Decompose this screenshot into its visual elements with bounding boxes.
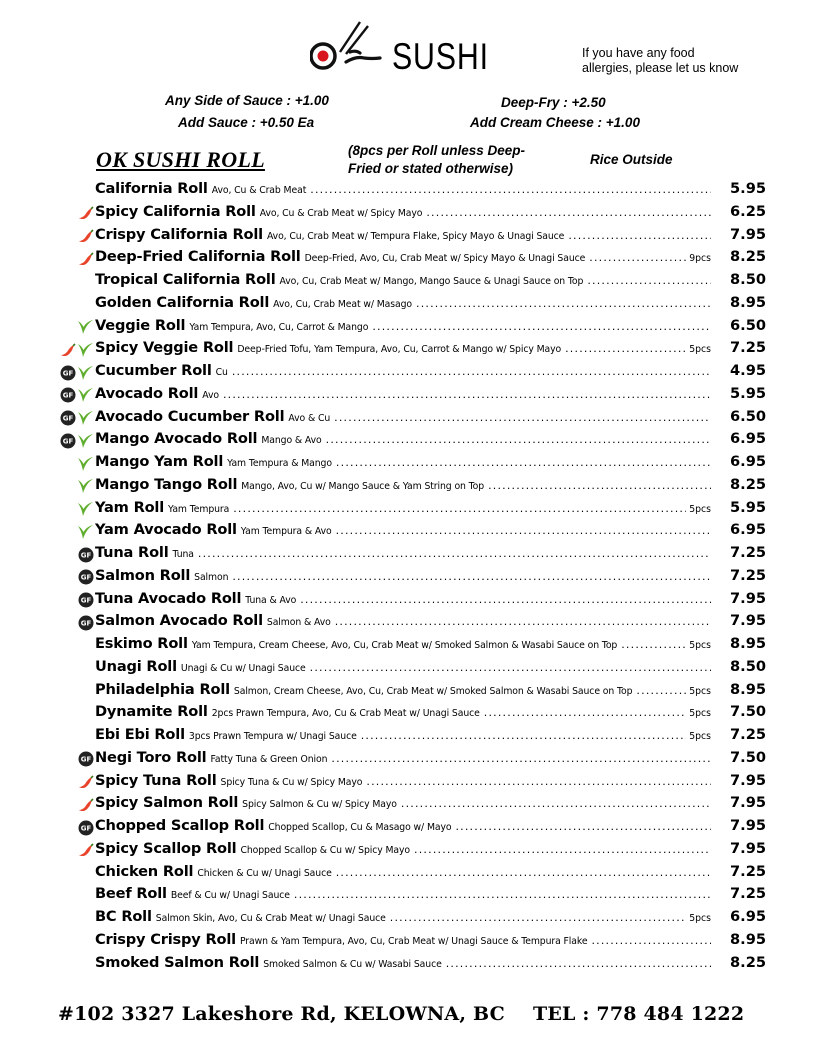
gluten-free-badge-icon [78,547,94,563]
menu-item-text [95,567,711,584]
menu-item-row [0,429,816,452]
menu-item-description: Salmon & Avo [266,617,331,629]
dot-leader [587,274,711,287]
chili-pepper-icon [78,251,94,267]
menu-item-description: Spicy Salmon & Cu w/ Spicy Mayo [242,799,397,811]
vegetarian-leaf-icon [76,386,94,404]
menu-item-row [0,498,816,521]
menu-item-name: Beef Roll [95,885,167,903]
menu-item-name: Chopped Scallop Roll [95,817,265,834]
menu-item-description: Deep-Fried Tofu, Yam Tempura, Avo, Cu, Carrot & Mango w/ Spicy Mayo [237,344,562,356]
dot-leader [233,502,686,515]
menu-item-icons [76,455,94,472]
menu-item-text [95,726,711,743]
menu-item-piece-count: 5pcs [689,708,711,720]
menu-item-description: Fatty Tuna & Green Onion [210,753,328,765]
menu-item-price: 8.25 [730,248,767,266]
menu-item-text [95,248,711,265]
menu-item-icons [78,546,94,563]
svg-text:GF: GF [62,414,74,423]
menu-item-text [95,863,711,880]
chili-pepper-icon [78,774,94,790]
menu-item-description: Spicy Tuna & Cu w/ Spicy Mayo [220,776,363,788]
svg-text:GF: GF [62,369,74,378]
dot-leader [232,365,711,378]
menu-item-price: 7.95 [730,612,767,630]
menu-item-text [95,681,711,698]
menu-item-price: 8.95 [730,635,767,652]
allergy-notice [582,46,782,76]
gluten-free-badge-icon [60,433,76,449]
gluten-free-badge-icon [78,592,94,608]
svg-text:GF: GF [80,596,92,605]
menu-item-row [0,816,816,839]
dot-leader [335,615,711,628]
dot-leader [223,388,711,401]
menu-item-piece-count: 5pcs [689,913,711,924]
dot-leader [331,752,711,765]
menu-item-icons [78,614,94,631]
svg-text:GF: GF [80,551,92,560]
vegetarian-leaf-icon [76,523,94,541]
menu-item-icons [60,341,94,358]
menu-item-description: Chopped Scallop & Cu w/ Spicy Mayo [240,844,411,856]
gluten-free-badge-icon [78,820,94,836]
menu-item-name: Mango Yam Roll [95,453,224,470]
dot-leader [334,411,711,424]
menu-item-name: Avocado Roll [95,384,199,402]
pcs-note-line-1: (8pcs per Roll unless Deep- [348,143,526,158]
deep-fry-note: Deep-Fry : +2.50 [501,95,606,110]
menu-item-price: 7.95 [730,771,767,789]
dot-leader [568,229,711,242]
logo-text: SUSHI [392,36,489,77]
menu-item-piece-count: 9pcs [689,253,711,265]
restaurant-logo [310,20,510,80]
dot-leader [565,342,686,355]
menu-item-description: Tuna & Avo [245,594,297,606]
menu-item-row [0,384,816,407]
menu-item-price: 6.95 [730,521,767,539]
menu-item-name: Ebi Ebi Roll [95,726,185,743]
menu-item-description: Cu [215,367,228,378]
menu-item-text [95,590,711,607]
svg-text:GF: GF [80,755,92,764]
menu-item-name: Dynamite Roll [95,703,208,721]
menu-item-name: Yam Roll [95,498,165,516]
menu-item-icons [78,842,94,859]
menu-item-price: 8.95 [730,930,767,948]
menu-item-text [95,476,711,493]
menu-item-row [0,884,816,907]
menu-item-name: Tuna Avocado Roll [95,589,242,607]
menu-item-description: Avo, Cu & Crab Meat w/ Spicy Mayo [259,207,423,219]
rice-outside-note: Rice Outside [590,152,673,167]
gluten-free-badge-icon [78,569,94,585]
gluten-free-badge-icon [60,387,76,403]
menu-item-description: Yam Tempura, Cream Cheese, Avo, Cu, Crab Meat w/ Smoked Salmon & Wasabi Sauce on Top [191,640,618,651]
menu-item-price: 7.25 [730,566,767,584]
dot-leader [366,775,711,788]
menu-item-piece-count: 5pcs [689,731,711,742]
menu-item-description: 3pcs Prawn Tempura w/ Unagi Sauce [188,731,357,742]
menu-item-description: Avo, Cu & Crab Meat [211,185,307,196]
menu-item-name: Tropical California Roll [95,271,276,288]
dot-leader [361,729,687,742]
menu-item-row [0,611,816,634]
menu-item-text [95,203,711,220]
menu-item-text [95,817,711,834]
dot-leader [488,479,711,492]
dot-leader [484,706,686,719]
menu-item-price: 5.95 [730,384,767,402]
dot-leader [232,570,711,583]
menu-item-icons [76,523,94,540]
menu-item-name: Chicken Roll [95,862,194,880]
menu-item-icons [76,319,94,336]
menu-item-icons [60,432,94,449]
menu-item-icons [60,387,94,404]
menu-item-row [0,247,816,270]
menu-item-price: 6.50 [730,407,767,425]
menu-item-price: 7.25 [730,726,767,743]
menu-item-description: Avo, Cu, Crab Meat w/ Tempura Flake, Spicy Mayo & Unagi Sauce [266,230,565,242]
menu-item-description: Beef & Cu w/ Unagi Sauce [170,890,290,902]
menu-item-text [95,430,711,447]
menu-item-text [95,954,711,971]
menu-list [0,179,816,975]
menu-item-description: Unagi & Cu w/ Unagi Sauce [180,662,306,674]
menu-item-row [0,953,816,976]
dot-leader [455,820,711,833]
menu-item-row [0,407,816,430]
menu-item-row [0,771,816,794]
menu-item-text [95,658,711,675]
menu-item-description: Yam Tempura [168,503,230,515]
dot-leader [589,251,686,264]
allergy-line-1: If you have any food [582,46,695,60]
menu-item-name: Unagi Roll [95,657,177,675]
menu-item-text [95,749,711,766]
menu-item-icons [76,501,94,518]
menu-item-row [0,520,816,543]
menu-item-row [0,543,816,566]
sushi-chopsticks-icon [310,20,390,80]
menu-item-row [0,566,816,589]
dot-leader [336,456,711,469]
menu-item-price: 8.50 [730,271,767,288]
menu-item-price: 8.25 [730,953,767,971]
menu-item-price: 7.95 [730,225,767,243]
menu-item-text [95,362,711,379]
dot-leader [294,888,711,901]
menu-item-text [95,794,711,811]
menu-item-price: 8.50 [730,657,767,675]
menu-item-row [0,202,816,225]
dot-leader [198,547,711,560]
dot-leader [401,797,711,810]
menu-item-text [95,521,711,538]
menu-item-row [0,634,816,657]
menu-item-description: Yam Tempura & Avo [240,526,332,538]
svg-text:GF: GF [80,573,92,582]
menu-item-description: Chicken & Cu w/ Unagi Sauce [197,867,332,879]
menu-item-name: Eskimo Roll [95,635,188,652]
menu-item-description: 2pcs Prawn Tempura, Avo, Cu & Crab Meat w/ Unagi Sauce [211,708,480,720]
menu-item-row [0,702,816,725]
menu-item-row [0,907,816,930]
menu-item-row [0,657,816,680]
menu-item-description: Mango, Avo, Cu w/ Mango Sauce & Yam String on Top [241,480,485,492]
menu-item-icons [78,205,94,222]
menu-item-description: Avo, Cu, Crab Meat w/ Mango, Mango Sauce & Unagi Sauce on Top [279,276,584,287]
dot-leader [446,957,711,970]
menu-item-price: 7.95 [730,794,767,812]
menu-item-row [0,930,816,953]
gluten-free-badge-icon [60,365,76,381]
menu-item-row [0,839,816,862]
menu-item-name: Golden California Roll [95,293,270,311]
vegetarian-leaf-icon [76,477,94,495]
section-title: OK SUSHI ROLL [96,147,265,172]
footer-phone: TEL : 778 484 1222 [533,1003,745,1025]
menu-item-text [95,931,711,948]
menu-item-price: 7.25 [730,885,767,903]
allergy-line-2: allergies, please let us know [582,61,739,75]
menu-item-name: Deep-Fried California Roll [95,248,301,266]
dot-leader [336,866,711,879]
menu-item-row [0,225,816,248]
menu-item-name: Veggie Roll [95,316,186,334]
menu-item-piece-count: 5pcs [689,640,711,651]
menu-item-name: Mango Avocado Roll [95,430,258,448]
menu-item-name: Avocado Cucumber Roll [95,407,285,425]
menu-item-price: 4.95 [730,362,767,379]
menu-item-name: Crispy California Roll [95,225,263,243]
gluten-free-badge-icon [78,751,94,767]
gluten-free-badge-icon [60,410,76,426]
dot-leader [310,183,711,196]
menu-item-description: Yam Tempura, Avo, Cu, Carrot & Mango [189,321,369,333]
menu-item-price: 8.95 [730,293,767,311]
menu-item-text [95,180,711,197]
dot-leader [300,593,711,606]
footer-address: #102 3327 Lakeshore Rd, KELOWNA, BC [58,1003,505,1025]
menu-item-price: 7.25 [730,339,767,357]
menu-item-description: Yam Tempura & Mango [227,458,332,469]
menu-item-text [95,317,711,334]
menu-item-description: Prawn & Yam Tempura, Avo, Cu, Crab Meat w/ Unagi Sauce & Tempura Flake [239,935,588,947]
menu-item-description: Chopped Scallop, Cu & Masago w/ Mayo [268,822,452,833]
menu-item-price: 7.95 [730,817,767,834]
menu-item-price: 5.95 [730,498,767,516]
menu-item-price: 7.50 [730,748,767,766]
menu-item-name: Spicy Tuna Roll [95,771,217,789]
menu-item-row [0,589,816,612]
menu-item-description: Smoked Salmon & Cu w/ Wasabi Sauce [263,958,442,970]
menu-item-icons [78,592,94,609]
menu-item-row [0,862,816,885]
dot-leader [414,843,711,856]
dot-leader [636,684,686,697]
menu-item-name: Spicy Veggie Roll [95,339,234,357]
menu-item-name: Philadelphia Roll [95,680,230,698]
dot-leader [310,661,711,674]
menu-item-name: Smoked Salmon Roll [95,953,260,971]
vegetarian-leaf-icon [76,455,94,473]
menu-item-piece-count: 5pcs [689,344,711,356]
dot-leader [326,433,711,446]
chili-pepper-icon [78,797,94,813]
menu-item-icons [78,796,94,813]
menu-item-text [95,840,711,857]
menu-item-price: 8.95 [730,680,767,698]
menu-item-price: 7.25 [730,862,767,880]
menu-item-price: 6.95 [730,430,767,448]
menu-item-description: Salmon [194,571,229,583]
menu-item-price: 8.25 [730,475,767,493]
menu-item-name: Spicy Scallop Roll [95,839,237,857]
menu-item-price: 7.95 [730,589,767,607]
vegetarian-leaf-icon [76,341,94,359]
menu-item-name: Cucumber Roll [95,362,212,379]
pcs-note-line-2: Fried or stated otherwise) [348,161,514,176]
vegetarian-leaf-icon [76,409,94,427]
menu-item-text [95,703,711,720]
menu-item-name: Negi Toro Roll [95,748,207,766]
dot-leader [621,638,686,651]
menu-item-description: Salmon Skin, Avo, Cu & Crab Meat w/ Unagi Sauce [155,913,386,924]
menu-item-row [0,179,816,202]
menu-item-row [0,452,816,475]
menu-item-price: 7.25 [730,544,767,561]
dot-leader [591,934,711,947]
menu-item-price: 5.95 [730,180,767,197]
dot-leader [390,911,686,924]
svg-text:GF: GF [62,437,74,446]
menu-item-icons [78,250,94,267]
svg-text:GF: GF [62,391,74,400]
add-sauce-note: Add Sauce : +0.50 Ea [178,115,315,130]
menu-item-name: Tuna Roll [95,544,169,561]
menu-item-name: Crispy Crispy Roll [95,930,236,948]
menu-item-text [95,271,711,288]
chili-pepper-icon [78,228,94,244]
menu-item-icons [78,569,94,586]
cream-cheese-note: Add Cream Cheese : +1.00 [470,115,640,130]
menu-item-name: Yam Avocado Roll [95,521,237,539]
menu-item-text [95,908,711,925]
menu-item-icons [60,410,94,427]
menu-item-icons [78,228,94,245]
menu-item-row [0,293,816,316]
menu-item-price: 6.50 [730,316,767,334]
menu-item-name: BC Roll [95,908,152,925]
svg-text:GF: GF [80,824,92,833]
menu-item-price: 7.50 [730,703,767,721]
menu-item-description: Tuna [172,549,194,560]
menu-item-row [0,725,816,748]
vegetarian-leaf-icon [76,318,94,336]
chili-pepper-icon [78,205,94,221]
menu-item-text [95,385,711,402]
dot-leader [372,320,711,333]
menu-item-description: Avo [202,389,219,401]
menu-item-text [95,453,711,470]
dot-leader [426,206,711,219]
side-sauce-note: Any Side of Sauce : +1.00 [165,93,329,108]
menu-item-name: Spicy Salmon Roll [95,794,239,812]
menu-item-icons [78,774,94,791]
menu-item-text [95,499,711,516]
menu-item-piece-count: 5pcs [689,685,711,697]
menu-item-text [95,339,711,356]
menu-item-piece-count: 5pcs [689,503,711,515]
menu-item-row [0,361,816,384]
menu-item-price: 7.95 [730,839,767,857]
menu-item-price: 6.95 [730,908,767,925]
menu-item-row [0,316,816,339]
menu-item-name: Salmon Roll [95,566,191,584]
menu-item-description: Salmon, Cream Cheese, Avo, Cu, Crab Meat w/ Smoked Salmon & Wasabi Sauce on Top [233,685,633,697]
menu-item-name: California Roll [95,180,208,197]
gluten-free-badge-icon [78,615,94,631]
menu-item-name: Mango Tango Roll [95,475,238,493]
menu-item-row [0,680,816,703]
menu-item-text [95,885,711,902]
menu-item-icons [60,364,94,381]
menu-item-name: Spicy California Roll [95,202,256,220]
chili-pepper-icon [78,842,94,858]
vegetarian-leaf-icon [76,364,94,382]
menu-item-text [95,544,711,561]
dot-leader [416,297,711,310]
menu-item-text [95,408,711,425]
menu-item-text [95,226,711,243]
menu-item-row [0,338,816,361]
menu-item-text [95,612,711,629]
menu-item-description: Avo, Cu, Crab Meat w/ Masago [273,298,413,310]
vegetarian-leaf-icon [76,500,94,518]
menu-item-icons [78,751,94,768]
menu-item-row [0,793,816,816]
vegetarian-leaf-icon [76,432,94,450]
menu-item-row [0,270,816,293]
menu-item-description: Deep-Fried, Avo, Cu, Crab Meat w/ Spicy Mayo & Unagi Sauce [304,253,586,265]
menu-item-row [0,748,816,771]
menu-item-price: 6.25 [730,202,767,220]
menu-item-text [95,635,711,652]
menu-item-row [0,475,816,498]
menu-item-text [95,294,711,311]
menu-item-price: 6.95 [730,453,767,470]
menu-item-description: Mango & Avo [261,435,322,447]
dot-leader [336,524,711,537]
chili-pepper-icon [60,342,76,358]
svg-text:GF: GF [80,619,92,628]
menu-item-icons [78,819,94,836]
menu-item-icons [76,478,94,495]
menu-item-name: Salmon Avocado Roll [95,612,263,630]
menu-item-description: Avo & Cu [288,412,331,424]
menu-item-text [95,772,711,789]
